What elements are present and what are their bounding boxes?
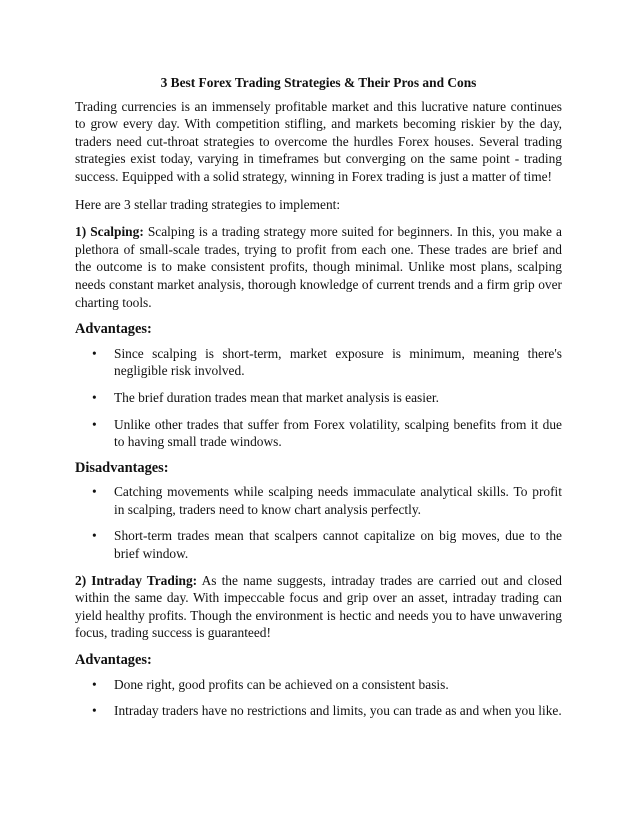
intro-paragraph: Trading currencies is an immensely profitable market and this lucrative nature continues to grow every day. With competition stifling, and markets becoming riskier by the day, traders need cut-throat strategies to overcome the hurdles Forex houses. Several trading strategies exist today, varying in timeframes but converging on the same point - trading success. Equipped with a solid strategy, winning in Forex trading is just a matter of time! (75, 98, 562, 184)
disadvantages-list (75, 483, 562, 562)
bullet-icon: • (92, 484, 97, 500)
disadvantages-heading: Disadvantages: (75, 459, 169, 476)
list-item-text: Done right, good profits can be achieved on a consistent basis. (114, 676, 449, 692)
document-title: 3 Best Forex Trading Strategies & Their Pros and Cons (160, 75, 477, 90)
bullet-icon: • (92, 416, 97, 432)
list-item-text: Unlike other trades that suffer from Forex volatility, scalping benefits from it due to having small trade windows. (114, 416, 562, 450)
document-body (75, 74, 562, 729)
list-item-text: Short-term trades mean that scalpers cannot capitalize on big moves, due to the brief window. (114, 528, 562, 562)
advantages-list (75, 345, 562, 451)
list-item (75, 345, 562, 380)
bullet-icon: • (92, 528, 97, 544)
bullet-icon: • (92, 703, 97, 719)
section-label: 1) Scalping: (75, 224, 144, 240)
list-item-text: The brief duration trades mean that market analysis is easier. (114, 389, 439, 405)
list-item-text: Intraday traders have no restrictions and limits, you can trade as and when you like. (114, 703, 562, 719)
bullet-icon: • (92, 676, 97, 692)
list-item-text: Catching movements while scalping needs immaculate analytical skills. To profit in scalping, traders need to know chart analysis perfectly. (114, 484, 562, 517)
list-item-text: Since scalping is short-term, market exposure is minimum, meaning there's negligible risk involved. (114, 345, 562, 379)
lead-paragraph: Here are 3 stellar trading strategies to implement: (75, 196, 341, 212)
list-item (75, 416, 562, 451)
list-item (75, 483, 562, 518)
section-text: As the name suggests, intraday trades are carried out and closed within the same day. With impeccable focus and grip over an asset, intraday trading can yield healthy profits. Though the environment is hectic and needs you to have unwavering focus, trading success is guaranteed! (75, 572, 562, 641)
section-scalping (75, 223, 562, 311)
list-item (75, 702, 562, 720)
bullet-icon: • (92, 389, 97, 405)
section-label: 2) Intraday Trading: (75, 572, 198, 588)
list-item (75, 527, 562, 562)
section-text: Scalping is a trading strategy more suited for beginners. In this, you make a plethora of small-scale trades, trying to profit from each one. These trades are brief and the outcome is to make consistent profits, though minimal. Unlike most plans, scalping needs constant market analysis, thorough knowledge of current trends and a firm grip over charting tools. (75, 224, 563, 310)
advantages-heading: Advantages: (75, 652, 152, 669)
list-item (75, 389, 562, 407)
section-intraday (75, 572, 562, 642)
advantages-list (75, 676, 562, 720)
bullet-icon: • (92, 345, 97, 361)
advantages-heading: Advantages: (75, 321, 152, 338)
list-item (75, 676, 562, 694)
